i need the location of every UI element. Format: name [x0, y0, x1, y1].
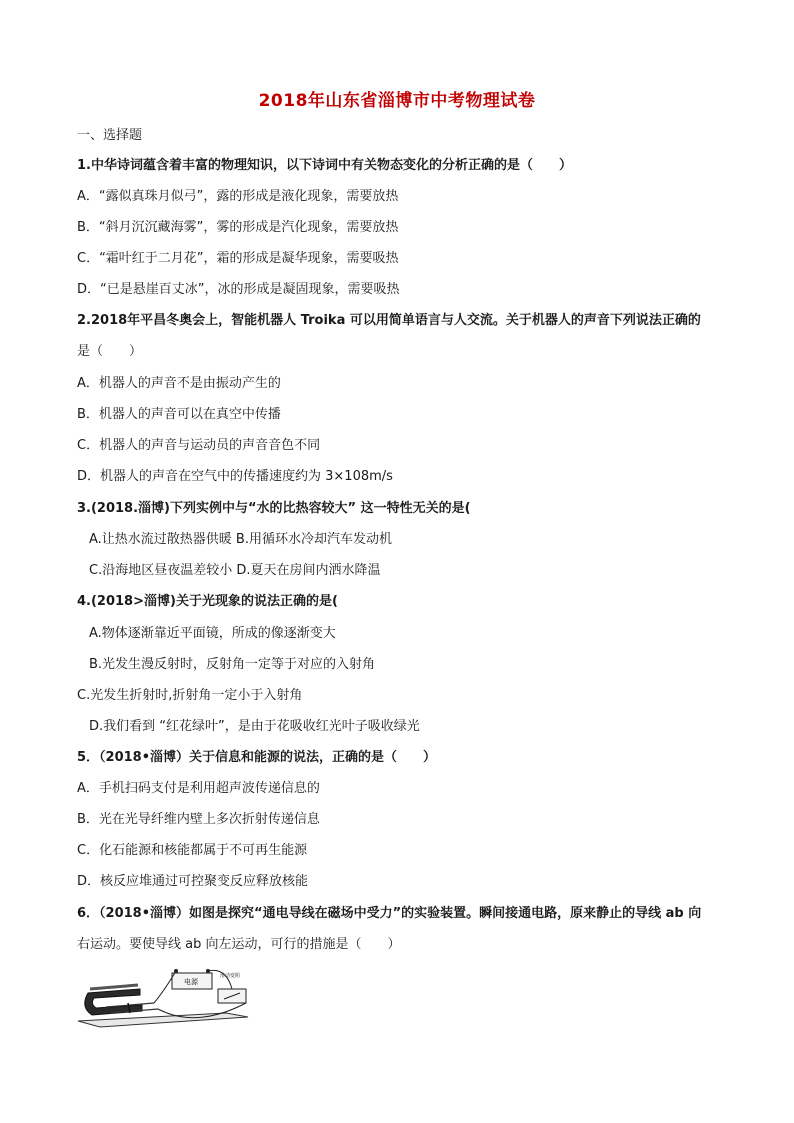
q2-option-b: B．机器人的声音可以在真空中传播 — [77, 407, 281, 422]
q1-option-b: B．“斜月沉沉藏海雾”，雾的形成是汽化现象，需要放热 — [77, 220, 399, 235]
q4-option-c: C.光发生折射时,折射角一定小于入射角 — [77, 688, 303, 703]
q5-option-a: A．手机扫码支付是利用超声波传递信息的 — [77, 781, 320, 796]
q5-option-b: B．光在光导纤维内壁上多次折射传递信息 — [77, 812, 320, 827]
switch-label: 滑动变阻 — [220, 973, 241, 979]
question-2: 2.2018年平昌冬奥会上，智能机器人 Troika 可以用简单语言与人交流。关于机器人的声音下列说法正确的 — [77, 313, 701, 328]
base-board — [78, 1013, 248, 1027]
q4-option-a: A.物体逐渐靠近平面镜，所成的像逐渐变大 — [89, 626, 336, 641]
q2-option-c: C．机器人的声音与运动员的声音音色不同 — [77, 438, 321, 453]
q5-option-c: C．化石能源和核能都属于不可再生能源 — [77, 843, 308, 858]
question-1: 1.中华诗词蕴含着丰富的物理知识，以下诗词中有关物态变化的分析正确的是（ ） — [77, 158, 572, 173]
q4-option-d: D.我们看到 “红花绿叶”，是由于花吸收红光叶子吸收绿光 — [89, 719, 420, 734]
question-2-cont: 是（ ） — [77, 344, 143, 359]
q1-option-a: A．“露似真珠月似弓”，露的形成是液化现象，需要放热 — [77, 189, 399, 204]
q2-option-a: A．机器人的声音不是由振动产生的 — [77, 376, 281, 391]
q3-options-cd: C.沿海地区昼夜温差较小 D.夏天在房间内洒水降温 — [89, 563, 381, 578]
q2-option-d: D．机器人的声音在空气中的传播速度约为 3×108m/s — [77, 469, 393, 484]
magnet-top-edge — [90, 985, 138, 989]
q5-option-d: D．核反应堆通过可控聚变反应释放核能 — [77, 874, 309, 889]
page-title: 2018年山东省淄博市中考物理试卷 — [258, 91, 536, 111]
question-3: 3.(2018.淄博)下列实例中与“水的比热容较大” 这一特性无关的是( — [77, 501, 471, 516]
q3-options-ab: A.让热水流过散热器供暖 B.用循环水冷却汽车发动机 — [89, 532, 392, 547]
question-6-cont: 右运动。要使导线 ab 向左运动，可行的措施是（ ） — [77, 937, 401, 952]
q1-option-c: C．“霜叶红于二月花”，霜的形成是凝华现象，需要吸热 — [77, 251, 399, 266]
experiment-apparatus-figure — [76, 963, 256, 1033]
question-4: 4.(2018>淄博)关于光现象的说法正确的是( — [77, 594, 338, 609]
q1-option-d: D．“已是悬崖百丈冰”，冰的形成是凝固现象，需要吸热 — [77, 282, 400, 297]
question-6: 6．（2018•淄博）如图是探究“通电导线在磁场中受力”的实验装置。瞬间接通电路，原来静止的导线 ab 向 — [77, 906, 702, 921]
section-heading: 一、选择题 — [77, 128, 143, 143]
question-5: 5．（2018•淄博）关于信息和能源的说法，正确的是（ ） — [77, 750, 437, 765]
q4-option-b: B.光发生漫反射时，反射角一定等于对应的入射角 — [89, 657, 376, 672]
power-supply-label: 电源 — [184, 978, 198, 986]
